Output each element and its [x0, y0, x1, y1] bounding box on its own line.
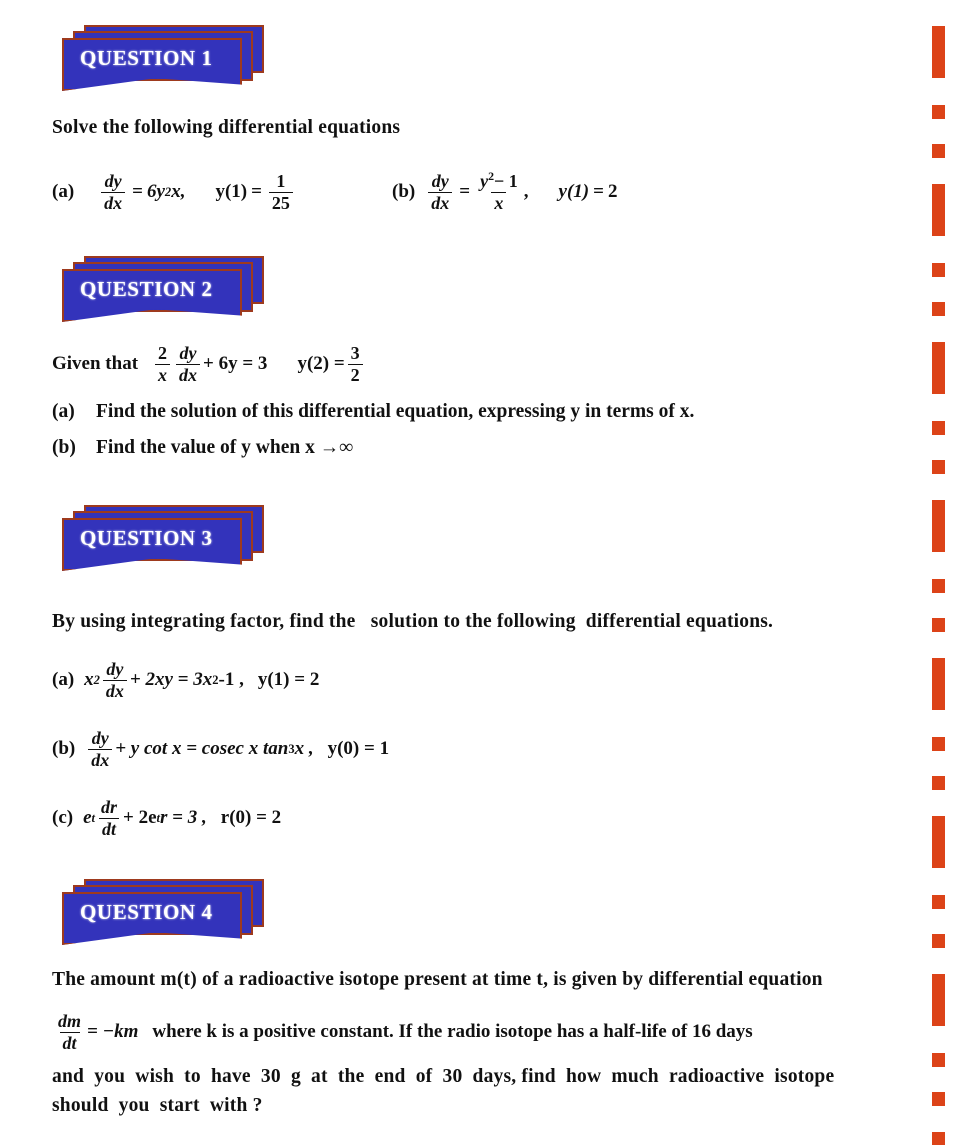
- equation-tail-a: + y cot x = cosec x tan: [115, 738, 289, 760]
- initial-condition: y(1) = 2: [257, 669, 320, 691]
- fraction-denominator: dx: [428, 192, 452, 213]
- numerator-tail: − 1: [494, 171, 518, 191]
- equals-sign: =: [132, 181, 143, 203]
- given-prefix: Given that: [52, 353, 139, 375]
- part-tag-b: (b): [52, 437, 76, 458]
- fraction-numerator: dy: [179, 343, 197, 363]
- rule-dot: [932, 263, 945, 277]
- rule-dash: [932, 500, 945, 552]
- question-3-part-c: (c) e t $\frac{dr}{dt}$ + 2e t r = 3 , r(0) = 2: [52, 797, 282, 839]
- question-banner-2: [62, 256, 267, 322]
- fraction-denominator: x: [491, 192, 506, 213]
- equation-tail-a: + 2xy = 3x: [129, 669, 213, 691]
- fraction-numerator: [477, 169, 521, 192]
- question-4-line3: and you wish to have 30 g at the end of 30 days, find how much radioactive isotope: [52, 1066, 835, 1087]
- fraction-numerator: dy: [91, 728, 109, 748]
- fraction-denominator: dt: [60, 1032, 80, 1053]
- initial-condition: r(0) = 2: [220, 807, 282, 829]
- fraction-numerator: dr: [101, 797, 118, 817]
- rule-dash: [932, 658, 945, 710]
- rule-dot: [932, 776, 945, 790]
- rhs-fraction: [477, 169, 521, 213]
- rule-dash: [932, 1132, 945, 1145]
- fraction-denominator: dx: [88, 749, 112, 770]
- part-tag-c: (c): [52, 807, 74, 829]
- equation-rhs: = −km: [87, 1021, 139, 1043]
- fraction-numerator: dy: [104, 171, 122, 191]
- fraction-numerator: 2: [158, 343, 168, 363]
- rule-dot: [932, 934, 945, 948]
- derivative-fraction: [428, 172, 452, 213]
- part-tag-a: (a): [52, 401, 75, 422]
- derivative-fraction: [103, 660, 127, 701]
- question-4-line4: should you start with ?: [52, 1095, 263, 1116]
- question-4-line2: where k is a positive constant. If the radio isotope has a half-life of 16 days: [152, 1021, 753, 1043]
- rule-dash: [932, 342, 945, 394]
- part-tag-b: (b): [52, 738, 76, 760]
- question-banner-4: [62, 879, 267, 945]
- equation-tail: + 6y = 3: [203, 353, 268, 375]
- question-banner-label: QUESTION 1: [80, 46, 213, 70]
- leading-term: x: [84, 669, 94, 691]
- fraction-numerator: dy: [106, 659, 124, 679]
- numerator-base: y: [480, 171, 489, 191]
- rule-dot: [932, 895, 945, 909]
- fraction-numerator: 1: [276, 171, 286, 191]
- rule-dash: [932, 816, 945, 868]
- fraction-numerator: dm: [58, 1011, 82, 1031]
- rule-dot: [932, 618, 945, 632]
- derivative-fraction: [88, 729, 112, 770]
- fraction-denominator: dx: [103, 680, 127, 701]
- comma: ,: [523, 181, 529, 203]
- question-banner-1: [62, 25, 267, 91]
- question-2-parts: [52, 401, 902, 473]
- part-tag-a: (a): [52, 181, 75, 203]
- initial-condition-value: 2: [607, 181, 618, 203]
- rule-dot: [932, 737, 945, 751]
- rule-dash: [932, 974, 945, 1026]
- question-3-part-b: (b) $\frac{dy}{dx}$ + y cot x = cosec x tan 3 x , y(0) = 1: [52, 728, 390, 770]
- equals-sign: =: [459, 181, 471, 203]
- question-banner-label: QUESTION 3: [80, 526, 213, 550]
- rule-dot: [932, 579, 945, 593]
- initial-condition-label: y(1): [558, 181, 590, 203]
- rule-dash: [932, 26, 945, 78]
- question-1-part-a: (a) $\frac{dy}{dx}$ = 6y 2 x, y(1) = $\frac{1}{25}$: [52, 172, 296, 213]
- rule-dot: [932, 302, 945, 316]
- rule-dot: [932, 105, 945, 119]
- initial-condition-fraction: [269, 172, 293, 213]
- rule-dot: [932, 1092, 945, 1106]
- question-1-part-b: [392, 169, 618, 213]
- derivative-fraction: [98, 798, 120, 839]
- rule-dot: [932, 144, 945, 158]
- part-tag-b: (b): [392, 181, 416, 203]
- equals-sign: =: [251, 181, 262, 203]
- rule-dot: [932, 1053, 945, 1067]
- fraction-denominator: dx: [176, 364, 200, 385]
- question-1-intro: Solve the following differential equations: [52, 117, 401, 138]
- rule-dot: [932, 460, 945, 474]
- part-text: Find the solution of this differential equation, expressing y in terms of x.: [96, 401, 695, 422]
- rule-dash: [932, 184, 945, 236]
- fraction-denominator: 25: [269, 192, 293, 213]
- question-banner-3: [62, 505, 267, 571]
- equation-tail-a: + 2e: [123, 807, 157, 829]
- part-tag-a: (a): [52, 669, 75, 691]
- initial-condition-label: y(2) =: [297, 353, 345, 375]
- part-text: Find the value of y when x →∞: [96, 437, 354, 458]
- coefficient-fraction: [155, 344, 170, 385]
- question-banner-label: QUESTION 2: [80, 277, 213, 301]
- initial-condition: y(0) = 1: [327, 738, 390, 760]
- fraction-denominator: dx: [101, 192, 125, 213]
- question-4-line1: The amount m(t) of a radioactive isotope present at time t, is given by differential equation: [52, 969, 823, 990]
- question-2-part-b: [52, 437, 902, 459]
- question-2-given: [52, 344, 366, 385]
- initial-condition-fraction: [348, 344, 363, 385]
- derivative-fraction: [101, 172, 125, 213]
- numerator-exponent: 2: [488, 169, 494, 183]
- rule-dot: [932, 421, 945, 435]
- rhs-tail: x,: [171, 181, 186, 203]
- rhs-coefficient: 6y: [146, 181, 165, 203]
- rate-fraction: [55, 1012, 84, 1053]
- fraction-numerator: dy: [431, 171, 449, 191]
- equation-tail-b: x ,: [294, 738, 314, 760]
- question-banner-label: QUESTION 4: [80, 900, 213, 924]
- fraction-denominator: dt: [99, 818, 119, 839]
- equals-sign: =: [593, 181, 604, 203]
- question-2-part-a: [52, 401, 902, 423]
- initial-condition-label: y(1): [215, 181, 248, 203]
- derivative-fraction: [176, 344, 200, 385]
- fraction-denominator: x: [155, 364, 170, 385]
- equation-tail-b: r = 3 ,: [160, 807, 207, 829]
- equation-tail-b: -1 ,: [218, 669, 244, 691]
- question-3-part-a: (a) x 2 $\frac{dy}{dx}$ + 2xy = 3x 2 -1 , y(1) = 2: [52, 659, 320, 701]
- fraction-denominator: 2: [348, 364, 363, 385]
- question-3-intro: By using integrating factor, find the solution to the following differential equations.: [52, 611, 774, 632]
- decorative-edge-rule: [932, 0, 945, 1145]
- question-4-equation-line: [52, 1012, 753, 1053]
- fraction-numerator: 3: [350, 343, 360, 363]
- leading-term: e: [83, 807, 92, 829]
